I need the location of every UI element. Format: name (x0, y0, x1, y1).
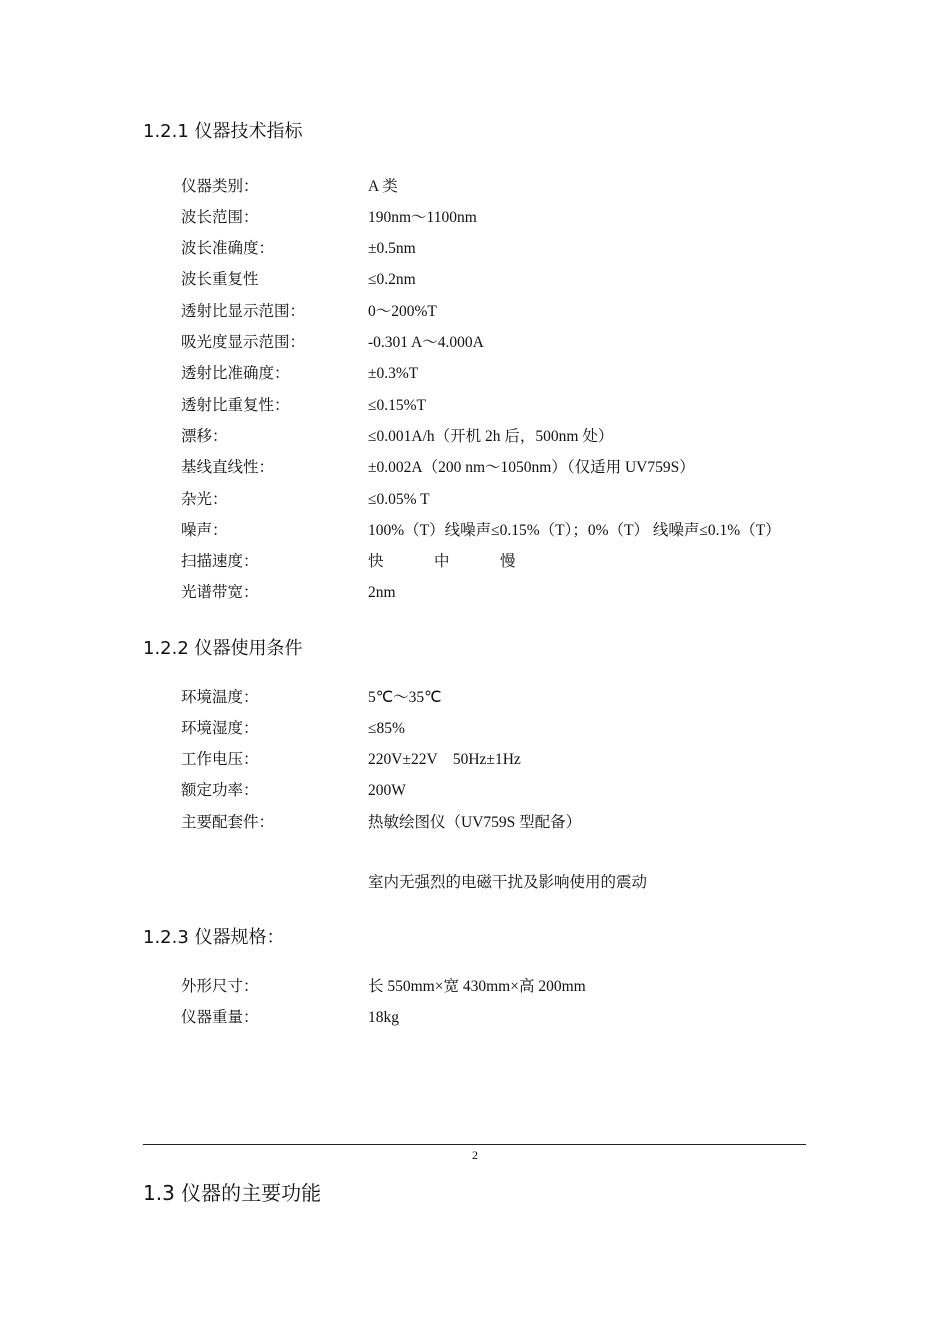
section-heading-1-2-1: 1.2.1 仪器技术指标 (143, 121, 303, 142)
spec-row (181, 749, 821, 771)
spec-label: 基线直线性： (181, 459, 275, 476)
spec-row (181, 582, 821, 604)
spec-value: 长 550mm×宽 430mm×高 200mm (368, 978, 586, 995)
spec-label: 漂移： (181, 428, 228, 445)
spec-row (181, 780, 821, 802)
spec-value: 200W (368, 782, 406, 799)
footer-divider (143, 1144, 806, 1145)
spec-row (181, 489, 821, 511)
section-heading-1-2-2: 1.2.2 仪器使用条件 (143, 638, 303, 659)
spec-label: 杂光： (181, 491, 228, 508)
spec-label: 透射比显示范围： (181, 303, 306, 320)
spec-label: 波长范围： (181, 209, 259, 226)
spec-label: 工作电压： (181, 751, 259, 768)
speed-slow: 慢 (500, 553, 516, 570)
spec-value: ≤0.15%T (368, 397, 427, 414)
scan-speed-row (181, 551, 821, 573)
spec-value: ≤0.05% T (368, 491, 430, 508)
spec-row (181, 301, 821, 323)
spec-label: 吸光度显示范围： (181, 334, 306, 351)
spec-value: 220V±22V 50Hz±1Hz (368, 751, 521, 768)
spec-label: 外形尺寸： (181, 978, 259, 995)
spec-row (181, 363, 821, 385)
spec-row (181, 395, 821, 417)
spec-row (181, 207, 821, 229)
spec-row (181, 176, 821, 198)
section-heading-1-2-3: 1.2.3 仪器规格： (143, 927, 285, 948)
spec-value: ±0.5nm (368, 240, 416, 257)
spec-value: 18kg (368, 1009, 399, 1026)
speed-fast: 快 (368, 553, 384, 570)
scan-speed-values (368, 551, 566, 573)
spec-label: 环境湿度： (181, 720, 259, 737)
spec-label: 额定功率： (181, 782, 259, 799)
spec-label: 仪器重量： (181, 1009, 259, 1026)
spec-row (181, 976, 821, 998)
spec-label: 波长重复性 (181, 271, 259, 288)
spec-row (181, 332, 821, 354)
spec-row (181, 238, 821, 260)
spec-value: 5℃～35℃ (368, 689, 442, 706)
spec-label: 环境温度： (181, 689, 259, 706)
spec-value: -0.301 A～4.000A (368, 334, 484, 351)
spec-value: ≤0.2nm (368, 271, 416, 288)
spec-value: ±0.002A（200 nm～1050nm）（仅适用 UV759S） (368, 459, 695, 476)
spec-label: 仪器类别： (181, 178, 259, 195)
spec-label: 波长准确度： (181, 240, 275, 257)
spec-value: 热敏绘图仪（UV759S 型配备） (368, 814, 582, 831)
environment-note: 室内无强烈的电磁干扰及影响使用的震动 (368, 874, 648, 891)
spec-label: 主要配套件： (181, 814, 275, 831)
spec-row (181, 718, 821, 740)
spec-row (181, 1007, 821, 1029)
spec-value: ≤0.001A/h（开机 2h 后，500nm 处） (368, 428, 614, 445)
spec-row (181, 269, 821, 291)
section-heading-1-3: 1.3 仪器的主要功能 (143, 1181, 322, 1205)
spec-label: 透射比重复性： (181, 397, 290, 414)
spec-value: 190nm～1100nm (368, 209, 477, 226)
spec-value: A 类 (368, 178, 398, 195)
spec-label: 光谱带宽： (181, 584, 259, 601)
spec-value: 2nm (368, 584, 396, 601)
spec-value: ±0.3%T (368, 365, 419, 382)
spec-value: ≤85% (368, 720, 405, 737)
spec-row (181, 687, 821, 709)
spec-label: 透射比准确度： (181, 365, 290, 382)
spec-label: 噪声： (181, 522, 228, 539)
spec-row (181, 812, 821, 834)
spec-label: 扫描速度： (181, 553, 259, 570)
page-number: 2 (472, 1148, 478, 1162)
spec-value: 0～200%T (368, 303, 437, 320)
spec-row (181, 520, 821, 542)
spec-row (181, 426, 821, 448)
spec-row (181, 457, 821, 479)
spec-value: 100%（T）线噪声≤0.15%（T）；0%（T） 线噪声≤0.1%（T） (368, 522, 781, 539)
speed-medium: 中 (434, 553, 450, 570)
